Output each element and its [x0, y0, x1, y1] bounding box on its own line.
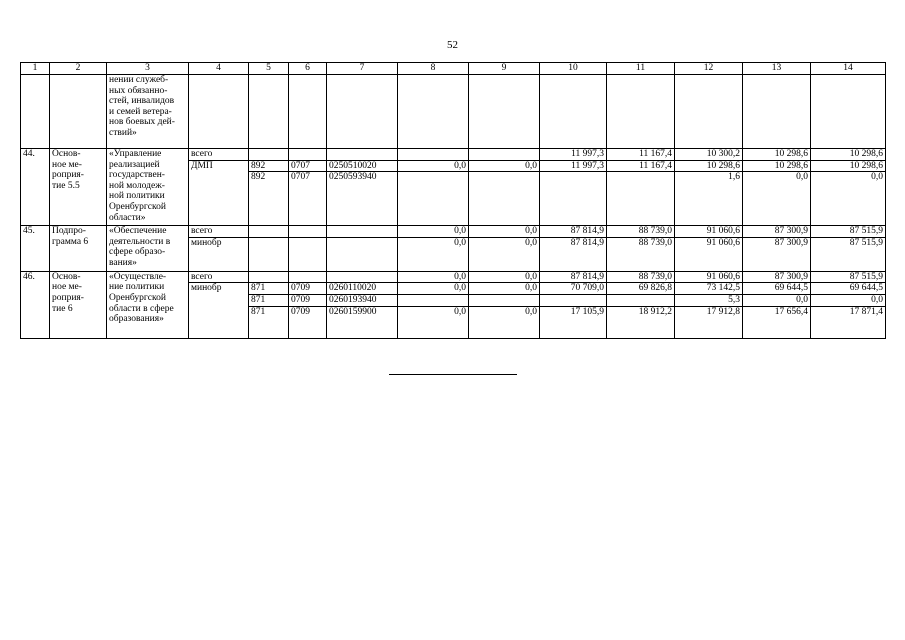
col-1-header: 1 — [21, 63, 50, 75]
table-row — [21, 149, 886, 161]
code-cell: 0260159900 — [327, 306, 398, 338]
value-cell: 10 298,6 — [675, 160, 743, 172]
code-cell: 892 — [249, 160, 289, 172]
value-cell: 11 997,3 — [540, 149, 607, 161]
table-row — [21, 226, 886, 238]
value-cell: 1,6 — [675, 172, 743, 226]
value-cell: 70 709,0 — [540, 283, 607, 295]
value-cell: 17 912,8 — [675, 306, 743, 338]
value-cell: 0,0 — [469, 237, 540, 271]
value-cell: 73 142,5 — [675, 283, 743, 295]
col-10-header: 10 — [540, 63, 607, 75]
col-5-header: 5 — [249, 63, 289, 75]
value-cell: 0,0 — [398, 306, 469, 338]
value-cell: 87 515,9 — [811, 226, 886, 238]
code-cell: 871 — [249, 306, 289, 338]
value-cell: 0,0 — [811, 294, 886, 306]
value-cell: 0,0 — [469, 306, 540, 338]
value-cell: 10 298,6 — [811, 149, 886, 161]
value-cell: 88 739,0 — [607, 271, 675, 283]
col-6-header: 6 — [289, 63, 327, 75]
value-cell: 17 871,4 — [811, 306, 886, 338]
value-cell: 87 814,9 — [540, 237, 607, 271]
measure-type: Основ- ное ме- роприя- тие 6 — [50, 271, 107, 338]
value-cell: 91 060,6 — [675, 271, 743, 283]
value-cell: 0,0 — [398, 271, 469, 283]
value-cell: 17 105,9 — [540, 306, 607, 338]
budget-table — [20, 62, 886, 339]
code-cell: 0709 — [289, 294, 327, 306]
end-of-table-rule — [389, 374, 517, 375]
value-cell: 91 060,6 — [675, 226, 743, 238]
value-cell: 87 515,9 — [811, 237, 886, 271]
executor: всего — [189, 149, 249, 161]
value-cell: 69 644,5 — [743, 283, 811, 295]
col-12-header: 12 — [675, 63, 743, 75]
col-3-header: 3 — [107, 63, 189, 75]
value-cell: 87 300,9 — [743, 237, 811, 271]
code-cell: 871 — [249, 294, 289, 306]
value-cell: 11 167,4 — [607, 149, 675, 161]
value-cell: 0,0 — [743, 294, 811, 306]
value-cell: 10 298,6 — [743, 160, 811, 172]
page-number: 52 — [447, 39, 458, 51]
code-cell: 871 — [249, 283, 289, 295]
value-cell: 11 167,4 — [607, 160, 675, 172]
col-14-header: 14 — [811, 63, 886, 75]
col-11-header: 11 — [607, 63, 675, 75]
col-7-header: 7 — [327, 63, 398, 75]
measure-type: Подпро- грамма 6 — [50, 226, 107, 272]
value-cell: 0,0 — [469, 226, 540, 238]
value-cell: 5,3 — [675, 294, 743, 306]
executor: минобр — [189, 283, 249, 338]
col-9-header: 9 — [469, 63, 540, 75]
measure-name: «Осуществле- ние политики Оренбургской области в сфере образования» — [107, 271, 189, 338]
value-cell: 91 060,6 — [675, 237, 743, 271]
executor: минобр — [189, 237, 249, 271]
value-cell: 87 300,9 — [743, 226, 811, 238]
value-cell: 0,0 — [398, 237, 469, 271]
measure-name: нении служеб- ных обязанно- стей, инвалидов и семей ветера- нов боевых дей- ствий» — [107, 75, 189, 149]
value-cell: 0,0 — [811, 172, 886, 226]
row-number: 45. — [21, 226, 50, 272]
value-cell: 87 814,9 — [540, 271, 607, 283]
value-cell: 0,0 — [398, 160, 469, 172]
table-row — [21, 271, 886, 283]
value-cell: 0,0 — [469, 283, 540, 295]
code-cell: 0250593940 — [327, 172, 398, 226]
value-cell: 69 826,8 — [607, 283, 675, 295]
value-cell: 69 644,5 — [811, 283, 886, 295]
col-13-header: 13 — [743, 63, 811, 75]
row-number: 44. — [21, 149, 50, 226]
code-cell: 0260193940 — [327, 294, 398, 306]
value-cell: 87 300,9 — [743, 271, 811, 283]
value-cell: 0,0 — [469, 271, 540, 283]
value-cell: 87 515,9 — [811, 271, 886, 283]
measure-type: Основ- ное ме- роприя- тие 5.5 — [50, 149, 107, 226]
code-cell: 0709 — [289, 283, 327, 295]
value-cell: 0,0 — [743, 172, 811, 226]
code-cell: 0260110020 — [327, 283, 398, 295]
value-cell: 88 739,0 — [607, 237, 675, 271]
executor: ДМП — [189, 160, 249, 226]
value-cell: 10 298,6 — [811, 160, 886, 172]
value-cell: 0,0 — [398, 283, 469, 295]
value-cell: 11 997,3 — [540, 160, 607, 172]
code-cell: 0250510020 — [327, 160, 398, 172]
measure-name: «Управление реализацией государствен- ной молодеж- ной политики Оренбургской области» — [107, 149, 189, 226]
value-cell: 0,0 — [469, 160, 540, 172]
code-cell: 892 — [249, 172, 289, 226]
value-cell: 10 300,2 — [675, 149, 743, 161]
row-number: 46. — [21, 271, 50, 338]
column-number-row — [21, 63, 886, 75]
value-cell: 87 814,9 — [540, 226, 607, 238]
value-cell: 0,0 — [398, 226, 469, 238]
value-cell: 18 912,2 — [607, 306, 675, 338]
col-4-header: 4 — [189, 63, 249, 75]
value-cell: 88 739,0 — [607, 226, 675, 238]
code-cell: 0707 — [289, 172, 327, 226]
col-2-header: 2 — [50, 63, 107, 75]
code-cell: 0709 — [289, 306, 327, 338]
value-cell: 17 656,4 — [743, 306, 811, 338]
executor: всего — [189, 226, 249, 238]
table-row — [21, 75, 886, 149]
value-cell: 10 298,6 — [743, 149, 811, 161]
code-cell: 0707 — [289, 160, 327, 172]
measure-name: «Обеспечение деятельности в сфере образо- вания» — [107, 226, 189, 272]
executor: всего — [189, 271, 249, 283]
col-8-header: 8 — [398, 63, 469, 75]
